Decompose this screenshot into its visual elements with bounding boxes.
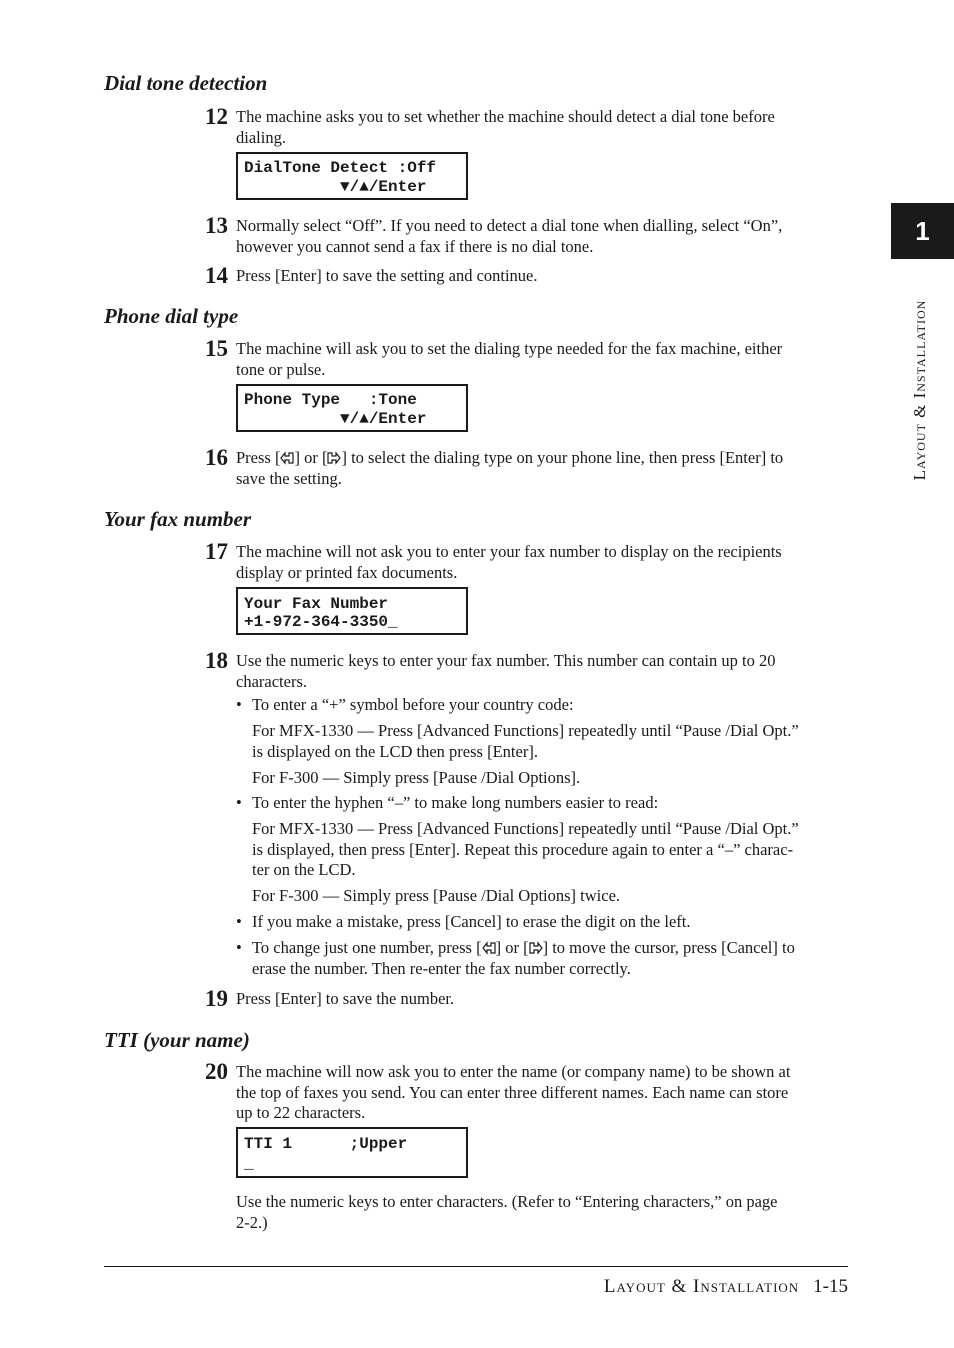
closing-line-1: Use the numeric keys to enter characters. (Refer to “Entering characters,” on page — [236, 1192, 778, 1211]
left-arrow-key-icon — [482, 941, 496, 955]
step-number-20: 20 — [205, 1059, 228, 1084]
right-arrow-key-icon — [529, 941, 543, 955]
closing-line-2: 2-2.) — [236, 1212, 268, 1232]
step-number-18: 18 — [205, 648, 228, 673]
bullet-4-mid: ] or [ — [495, 938, 529, 957]
step-13-text — [236, 216, 836, 257]
chapter-side-label: Layout & Installation — [910, 299, 929, 481]
step-20-text — [236, 1062, 836, 1124]
chapter-tab: 1 — [891, 203, 954, 259]
step-18-text — [236, 651, 836, 692]
step-17-line-2: display or printed fax documents. — [236, 562, 458, 582]
bullet-3-text: If you make a mistake, press [Cancel] to erase the digit on the left. — [252, 912, 691, 931]
lcd-line-1: Your Fax Number — [244, 595, 389, 613]
step-18-line-1: Use the numeric keys to enter your fax number. This number can contain up to 20 — [236, 651, 776, 670]
lcd-display-tti — [236, 1127, 468, 1178]
footer-section-title: Layout & Installation — [603, 1276, 800, 1297]
bullet-2-mfx — [252, 819, 848, 881]
lcd-line-1: TTI 1 ;Upper — [244, 1135, 408, 1153]
bullet-2-f300: For F-300 — Simply press [Pause /Dial Options] twice. — [252, 886, 621, 905]
bullet-2-text: To enter the hyphen “–” to make long numbers easier to read: — [252, 793, 659, 812]
step-16-text — [236, 448, 836, 489]
step-12-text — [236, 107, 836, 148]
step-number-17: 17 — [205, 539, 228, 564]
left-arrow-key-icon — [280, 451, 294, 465]
bullet-4-line-2: erase the number. Then re-enter the fax number correctly. — [252, 958, 631, 978]
lcd-line-2: ▼/▲/Enter — [244, 178, 427, 196]
step-13-line-2: however you cannot send a fax if there is no dial tone. — [236, 236, 594, 256]
step-number-16: 16 — [205, 445, 228, 470]
bullet-mark: • — [236, 912, 242, 931]
heading-dial-tone-detection: Dial tone detection — [104, 71, 268, 95]
lcd-display-dialtone — [236, 152, 468, 200]
page-footer — [604, 1276, 848, 1298]
lcd-display-faxnumber — [236, 587, 468, 635]
step-number-13: 13 — [205, 213, 228, 238]
step-20-line-1: The machine will now ask you to enter the name (or company name) to be shown at — [236, 1062, 791, 1081]
footer-rule — [104, 1266, 848, 1267]
bullet-4-post: ] to move the cursor, press [Cancel] to — [542, 938, 795, 957]
heading-phone-dial-type: Phone dial type — [104, 304, 239, 328]
lcd-line-2: +1-972-364-3350_ — [244, 613, 398, 631]
lcd-line-1: DialTone Detect :Off — [244, 159, 437, 177]
bullet-mark: • — [236, 938, 242, 957]
step-20-line-3: up to 22 characters. — [236, 1103, 366, 1122]
step-number-19: 19 — [205, 986, 228, 1011]
heading-tti: TTI (your name) — [104, 1028, 250, 1052]
bullet-2-mfx-line-3: ter on the LCD. — [252, 860, 356, 879]
step-19-text: Press [Enter] to save the number. — [236, 989, 455, 1008]
bullet-2-mfx-line-1: For MFX-1330 — Press [Advanced Functions] repeatedly until “Pause /Dial Opt.” — [252, 819, 799, 838]
step-13-line-1: Normally select “Off”. If you need to detect a dial tone when dialling, select “On”, — [236, 216, 783, 235]
step-16-post: ] to select the dialing type on your phone line, then press [Enter] to — [341, 448, 784, 467]
step-15-line-1: The machine will ask you to set the dialing type needed for the fax machine, either — [236, 339, 783, 358]
step-17-line-1: The machine will not ask you to enter your fax number to display on the recipients — [236, 542, 782, 561]
bullet-4-pre: To change just one number, press [ — [252, 938, 482, 957]
step-14-text: Press [Enter] to save the setting and continue. — [236, 266, 538, 285]
step-17-text — [236, 542, 836, 583]
step-number-14: 14 — [205, 263, 228, 288]
lcd-display-phonetype — [236, 384, 468, 432]
step-number-12: 12 — [205, 104, 228, 129]
lcd-line-2: ▼/▲/Enter — [244, 410, 427, 428]
bullet-1-mfx — [252, 721, 848, 762]
closing-text — [236, 1192, 836, 1233]
heading-your-fax-number: Your fax number — [104, 507, 252, 531]
step-16-mid: ] or [ — [294, 448, 328, 467]
bullet-1-mfx-line-2: is displayed on the LCD then press [Enter]. — [252, 741, 538, 761]
step-15-text — [236, 339, 836, 380]
bullet-4-text — [252, 938, 848, 979]
step-12-line-2: dialing. — [236, 127, 286, 147]
bullet-1-mfx-line-1: For MFX-1330 — Press [Advanced Functions] repeatedly until “Pause /Dial Opt.” — [252, 721, 799, 740]
right-arrow-key-icon — [327, 451, 341, 465]
step-20-line-2: the top of faxes you send. You can enter three different names. Each name can store — [236, 1082, 789, 1102]
bullet-2-mfx-line-2: is displayed, then press [Enter]. Repeat this procedure again to enter a “–” charac- — [252, 839, 794, 859]
lcd-line-2: _ — [244, 1155, 254, 1173]
bullet-1-text: To enter a “+” symbol before your country code: — [252, 695, 574, 714]
bullet-1-f300: For F-300 — Simply press [Pause /Dial Options]. — [252, 768, 581, 787]
step-16-line-2: save the setting. — [236, 468, 342, 488]
bullet-mark: • — [236, 695, 242, 714]
step-15-line-2: tone or pulse. — [236, 359, 326, 379]
lcd-line-1: Phone Type :Tone — [244, 391, 417, 409]
step-12-line-1: The machine asks you to set whether the machine should detect a dial tone before — [236, 107, 775, 126]
bullet-4-line-1 — [252, 938, 848, 959]
bullet-mark: • — [236, 793, 242, 812]
step-16-line-1 — [236, 448, 836, 469]
step-number-15: 15 — [205, 336, 228, 361]
step-16-pre: Press [ — [236, 448, 281, 467]
page-number: 1-15 — [813, 1276, 848, 1297]
step-18-line-2: characters. — [236, 671, 307, 691]
